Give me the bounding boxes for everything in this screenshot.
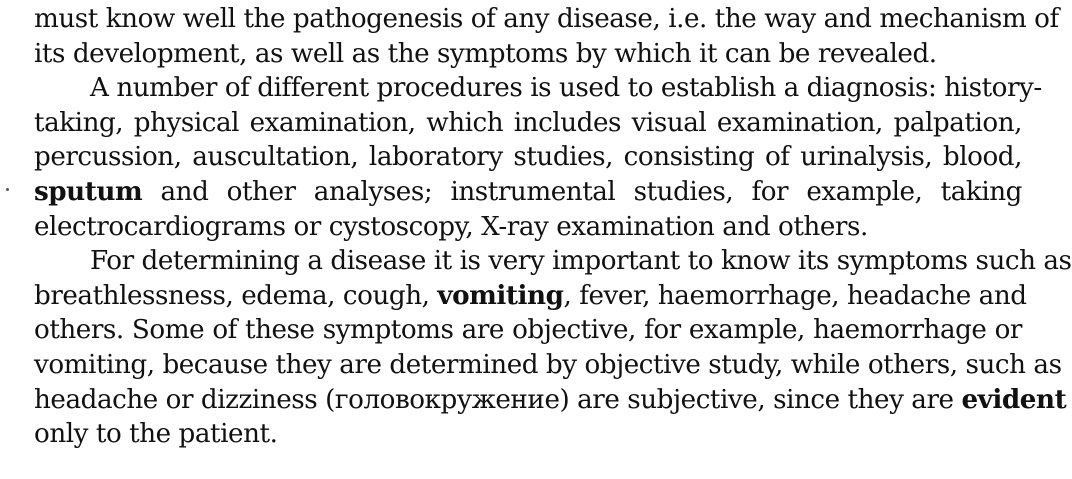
text-line-1: must know well the pathogenesis of any disease, i.e. the way and mechanism of xyxy=(34,4,1059,34)
text-line-10: others. Some of these symptoms are objective, for example, haemorrhage or xyxy=(34,315,1022,346)
text-line-11: vomiting, because they are determined by objective study, while others, such as xyxy=(34,349,1062,380)
text-line-3: A number of different procedures is used to establish a diagnosis: history- xyxy=(90,73,1042,104)
text-line-6: sputum and other analyses; instrumental studies, for example, taking xyxy=(34,175,1022,207)
text-line-13: only to the patient. xyxy=(34,419,278,450)
margin-dot xyxy=(6,188,9,191)
text-line-8: For determining a disease it is very important to know its symptoms such as xyxy=(90,246,1072,277)
bold-term-sputum: sputum xyxy=(34,175,143,207)
text-line-2: its development, as well as the symptoms by which it can be revealed. xyxy=(34,38,937,69)
text-line-7: electrocardiograms or cystoscopy, X-ray examination and others. xyxy=(34,211,868,242)
document-body xyxy=(34,2,1072,452)
text-line-9: breathlessness, edema, cough, vomiting, fever, haemorrhage, headache and xyxy=(34,279,1027,311)
text-line-4: taking, physical examination, which includes visual examination, palpation, xyxy=(34,107,1022,138)
text-line-12: headache or dizziness (головокружение) are subjective, since they are evident xyxy=(34,383,1067,415)
bold-term-evident: evident xyxy=(961,383,1067,415)
text-line-5: percussion, auscultation, laboratory studies, consisting of urinalysis, blood, xyxy=(34,142,1022,173)
bold-term-vomiting: vomiting xyxy=(437,279,564,311)
